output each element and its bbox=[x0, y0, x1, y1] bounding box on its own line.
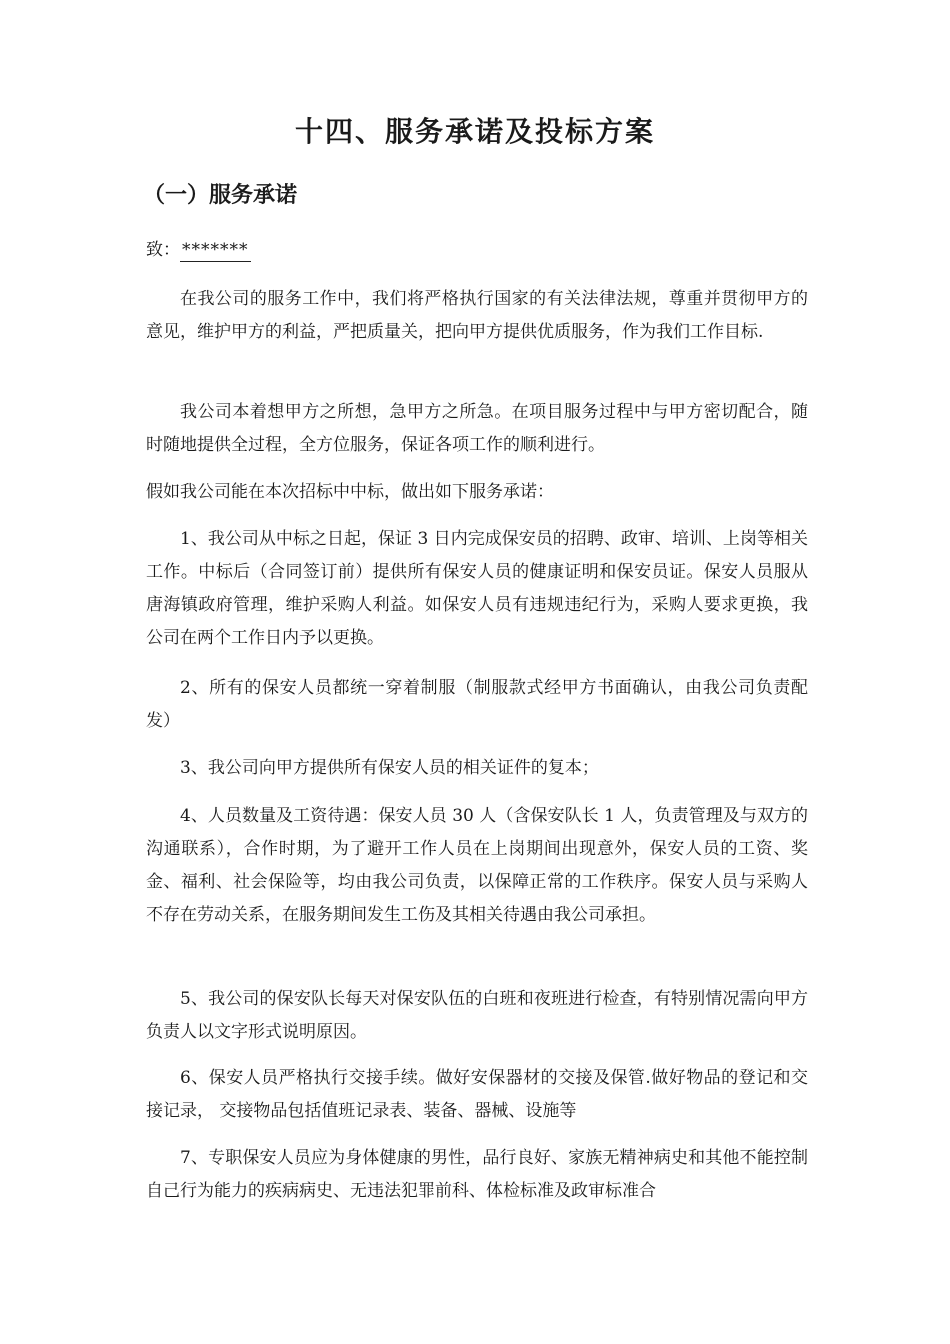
paragraph-commitment-lead: 假如我公司能在本次招标中中标，做出如下服务承诺： bbox=[146, 482, 554, 502]
commitment-item-4: 4、人员数量及工资待遇：保安人员 30 人（含保安队长 1 人，负责管理及与双方的沟通联系），合作时期，为了避开工作人员在上岗期间出现意外，保安人员的工资、奖金、福利、社会保险等，均由我公司负责，以保障正常的工作秩序。保安人员与采购人不存在劳动关系，在服务期间发生工伤及其相关待遇由我公司承担。 bbox=[146, 806, 808, 925]
commitment-item-7: 7、专职保安人员应为身体健康的男性，品行良好、家族无精神病史和其他不能控制自己行为能力的疾病病史、无违法犯罪前科、体检标准及政审标准合 bbox=[146, 1148, 808, 1201]
addressee-line bbox=[146, 236, 251, 264]
document-title: 十四、服务承诺及投标方案 bbox=[294, 115, 655, 148]
paragraph-intro: 在我公司的服务工作中，我们将严格执行国家的有关法律法规，尊重并贯彻甲方的意见，维护甲方的利益，严把质量关，把向甲方提供优质服务，作为我们工作目标. bbox=[146, 289, 808, 342]
addressee-name: ******* bbox=[182, 240, 249, 260]
section-title: （一）服务承诺 bbox=[143, 183, 298, 208]
commitment-item-6: 6、保安人员严格执行交接手续。做好安保器材的交接及保管.做好物品的登记和交接记录， 交接物品包括值班记录表、装备、器械、设施等 bbox=[146, 1068, 808, 1121]
commitment-item-5: 5、我公司的保安队长每天对保安队伍的白班和夜班进行检查，有特别情况需向甲方负责人以文字形式说明原因。 bbox=[146, 989, 808, 1042]
paragraph-cooperation: 我公司本着想甲方之所想，急甲方之所急。在项目服务过程中与甲方密切配合，随时随地提供全过程，全方位服务，保证各项工作的顺利进行。 bbox=[146, 402, 808, 455]
commitment-item-3: 3、我公司向甲方提供所有保安人员的相关证件的复本； bbox=[180, 758, 599, 778]
commitment-item-1: 1、我公司从中标之日起，保证 3 日内完成保安员的招聘、政审、培训、上岗等相关工作。中标后（合同签订前）提供所有保安人员的健康证明和保安员证。保安人员服从唐海镇政府管理，维护采购人利益。如保安人员有违规违纪行为，采购人要求更换，我公司在两个工作日内予以更换。 bbox=[146, 529, 808, 648]
addressee-label: 致： bbox=[146, 240, 180, 260]
commitment-item-2: 2、所有的保安人员都统一穿着制服（制服款式经甲方书面确认，由我公司负责配发） bbox=[146, 678, 808, 731]
